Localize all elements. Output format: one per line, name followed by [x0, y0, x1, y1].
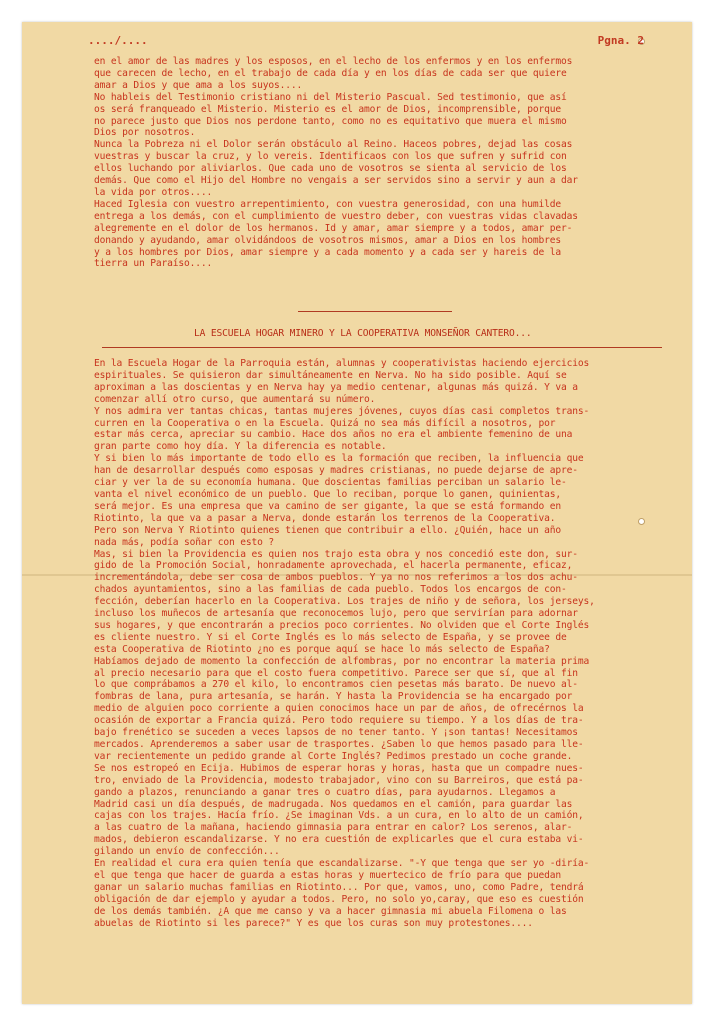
text-line: cajas con los trajes. Hacía frío. ¿Se imaginan Vds. a un cura, en lo alto de un camión, — [94, 810, 584, 822]
body-text-top — [94, 56, 660, 270]
page-header — [88, 34, 644, 48]
text-line: en el amor de las madres y los esposos, en el lecho de los enfermos y en los enfermos — [94, 56, 573, 67]
text-line: sus hogares, y que encontrarán a precios poco corrientes. No olviden que el Corte Inglés — [94, 619, 590, 631]
letter-page — [22, 22, 692, 1004]
section-heading: LA ESCUELA HOGAR MINERO Y LA COOPERATIVA MONSEÑOR CANTERO... — [194, 328, 532, 339]
text-line: a las cuatro de la mañana, haciendo gimnasia para entrar en calor? Los serenos, alar- — [94, 822, 573, 834]
text-line: Dios por nosotros. — [94, 127, 196, 139]
text-line: bajo frenético se suceden a veces lapsos de no tener tanto. Y ¡son tantas! Necesitamos — [94, 727, 578, 739]
text-line: espirituales. Se quisieron dar simultáneamente en Nerva. No ha sido posible. Aquí se — [94, 369, 567, 381]
text-line: Y si bien lo más importante de todo ello es la formación que reciben, la influencia que — [94, 453, 584, 465]
text-line: Madrid casi un día después, de madrugada. Nos quedamos en el camión, para guardar las — [94, 798, 573, 810]
text-line: alegremente en el dolor de los hermanos. Id y amar, amar siempre y a todos, amar per- — [94, 222, 573, 234]
text-line: tierra un Paraíso.... — [94, 258, 213, 270]
text-line: Riotinto, la que va a pasar a Nerva, donde estarán los terrenos de la Cooperativa. — [94, 512, 556, 524]
text-line: amar a Dios y que ama a los suyos.... — [94, 79, 303, 91]
text-line: ciar y ver la de su economía humana. Que doscientas familias perciban un salario le- — [94, 477, 567, 489]
text-line: ocasión de exportar a Francia quizá. Pero todo requiere su tiempo. Y a los días de tra- — [94, 715, 584, 727]
page-number: Pgna. 2 — [597, 34, 644, 47]
text-line: vanta el nivel económico de un pueblo. Que lo reciban, porque lo ganen, quinientas, — [94, 488, 561, 500]
text-line: obligación de dar ejemplo y ayudar a todos. Pero, no solo yo,caray, que eso es cuestión — [94, 893, 584, 905]
text-line: es cliente nuestro. Y si el Corte Inglés es lo más selecto de España, y se provee de — [94, 631, 567, 643]
text-line: entrega a los demás, con el cumplimiento de vuestro deber, con vuestras vidas clavadas — [94, 210, 578, 222]
text-line: En la Escuela Hogar de la Parroquia están, alumnas y cooperativistas haciendo ejercicios — [94, 358, 590, 369]
text-line: Se nos estropeó en Ecija. Hubimos de esperar horas y horas, hasta que un compadre nues- — [94, 762, 584, 774]
text-line: abuelas de Riotinto si les parece?" Y es que los curas son muy protestones.... — [94, 917, 533, 929]
text-line: al precio necesario para que el costo fuera competitivo. Parece ser que sí, que al fin — [94, 667, 578, 679]
text-line: fección, deberían hacerlo en la Cooperativa. Los trajes de niño y de señora, los jerseys, — [94, 596, 595, 608]
heading-top-rule — [298, 311, 452, 312]
text-line: mados, debieron escandalizarse. Y no era cuestión de explicarles que el cura estaba vi- — [94, 834, 584, 846]
text-line: gilando un envío de confección... — [94, 846, 280, 858]
text-line: ganar un salario muchas familias en Riotinto... Por que, vamos, uno, como Padre, tendrá — [94, 881, 584, 893]
text-line: ellos luchando por aliviarlos. Que cada uno de vosotros se sienta al servicio de los — [94, 163, 567, 175]
text-line: Y nos admira ver tantas chicas, tantas mujeres jóvenes, cuyos días casi completos trans- — [94, 405, 590, 417]
text-line: aproximan a las doscientas y en Nerva hay ya medio centenar, algunas más quizá. Y va a — [94, 381, 578, 393]
text-line: No hableis del Testimonio cristiano ni del Misterio Pascual. Sed testimonio, que así — [94, 91, 567, 103]
text-line: gido de la Promoción Social, honradamente aprovechada, el hacerla permanente, eficaz, — [94, 560, 573, 572]
heading-bottom-rule — [102, 347, 662, 348]
text-line: lo que comprábamos a 270 el kilo, lo encontramos cien pesetas más barato. De nuevo al- — [94, 679, 578, 691]
text-line: Pero son Nerva Y Riotinto quienes tienen que contribuir a ello. ¿Quién, hace un año — [94, 524, 561, 536]
body-text-bottom — [94, 358, 660, 930]
text-line: gando a plazos, renunciando a ganar tres o cuatro días, para ayudarnos. Llegamos a — [94, 786, 556, 798]
text-line: mercados. Aprenderemos a saber usar de trasportes. ¿Saben lo que hemos pasado para lle- — [94, 739, 584, 750]
text-line: chados ayuntamientos, sino a las familias de cada pueblo. Todos los encargos de con- — [94, 584, 567, 596]
text-line: la vida por otros.... — [94, 186, 213, 198]
text-line: que carecen de lecho, en el trabajo de cada día y en los días de cada ser que quiere — [94, 67, 567, 79]
text-line: demás. Que como el Hijo del Hombre no vengais a ser servidos sino a servir y aun a dar — [94, 175, 578, 187]
text-line: var recientemente un pedido grande al Corte Inglés? Pedimos prestado un coche grande. — [94, 750, 573, 762]
text-line: medio de alguien poco corriente a quien conocimos hace un par de años, de ofrecérnos la — [94, 703, 584, 715]
text-line: Nunca la Pobreza ni el Dolor serán obstáculo al Reino. Haceos pobres, dejad las cosas — [94, 139, 573, 151]
text-line: gran parte como hoy día. Y la diferencia es notable. — [94, 441, 387, 453]
text-line: curren en la Cooperativa o en la Escuela. Quizá no sea más difícil a nosotros, por — [94, 417, 556, 429]
text-line: nada más, podía soñar con esto ? — [94, 536, 275, 548]
text-line: esta Cooperativa de Riotinto ¿no es porque aquí se hace lo más selecto de España? — [94, 643, 550, 655]
continuation-mark: ..../.... — [88, 34, 148, 47]
text-line: os será franqueado el Misterio. Misterio es el amor de Dios, incomprensible, porque — [94, 103, 561, 115]
text-line: será mejor. Es una empresa que va camino de ser gigante, la que se está formando en — [94, 500, 561, 512]
text-line: vuestras y buscar la cruz, y lo vereis. Identificaos con los que sufren y sufrid con — [94, 151, 567, 163]
text-line: estar más cerca, apreciar su cambio. Hace dos años no era el ambiente femenino de una — [94, 429, 573, 441]
text-line: el que tenga que hacer de guarda a estas horas y muertecico de frío para que puedan — [94, 869, 561, 881]
text-line: Habíamos dejado de momento la confección de alfombras, por no encontrar la materia prima — [94, 655, 590, 667]
text-line: comenzar allí otro curso, que aumentará su número. — [94, 393, 376, 405]
text-line: Mas, si bien la Providencia es quien nos trajo esta obra y nos concedió este don, sur- — [94, 548, 578, 560]
text-line: tro, enviado de la Providencia, modesto trabajador, vino con su Barreiros, que está pa- — [94, 774, 584, 786]
text-line: de los demás también. ¿A que me canso y va a hacer gimnasia mi abuela Filomena o las — [94, 905, 567, 917]
text-line: Haced Iglesia con vuestro arrepentimiento, con vuestra generosidad, con una humilde — [94, 198, 561, 210]
text-line: y a los hombres por Dios, amar siempre y a cada momento y a cada ser y hareis de la — [94, 246, 561, 258]
text-line: incluso los muñecos de artesanía que reconocemos lujo, pero que servirían para adornar — [94, 608, 578, 620]
text-line: han de desarrollar después como esposas y madres cristianas, no puede dejarse de apre- — [94, 465, 578, 477]
text-line: En realidad el cura era quien tenía que escandalizarse. "-Y que tenga que ser yo -diría- — [94, 858, 590, 870]
text-line: donando y ayudando, amar olvidándoos de vosotros mismos, amar a Dios en los hombres — [94, 234, 561, 246]
text-line: incrementándola, debe ser cosa de ambos pueblos. Y ya no nos referimos a los dos achu- — [94, 572, 578, 584]
text-line: fombras de lana, pura artesanía, se harán. Y hasta la Providencia se ha encargado por — [94, 691, 573, 703]
text-line: no parece justo que Dios nos perdone tanto, como no es equitativo que muera el mismo — [94, 115, 567, 127]
